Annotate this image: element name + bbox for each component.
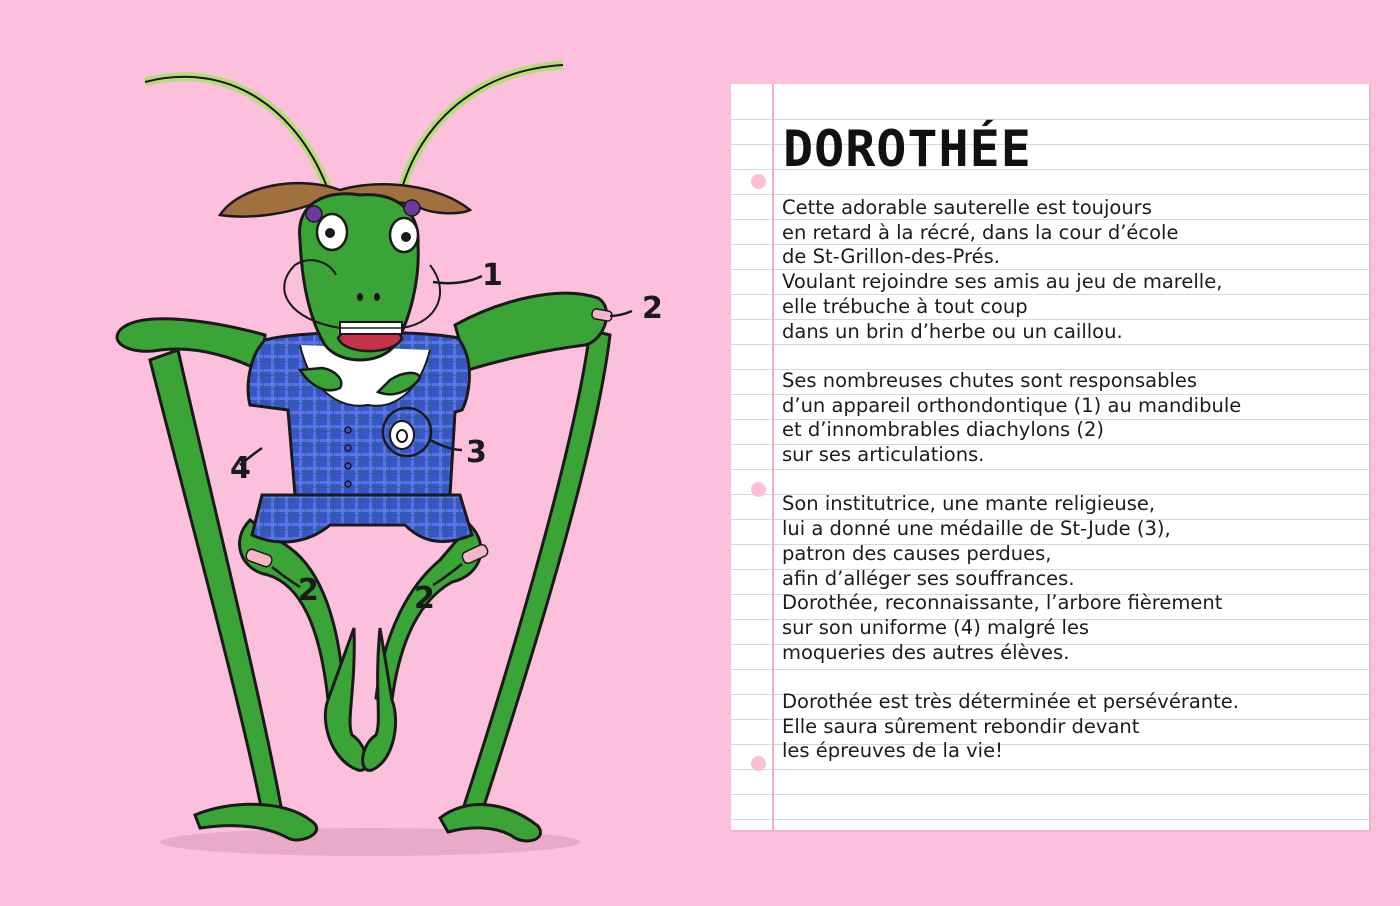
description-line: sur ses articulations.: [782, 443, 985, 467]
notebook-margin-line: [772, 84, 774, 830]
description-line: Voulant rejoindre ses amis au jeu de marelle,: [782, 270, 1223, 294]
character-name: DOROTHÉE: [783, 120, 1032, 178]
callout-number-1: 1: [482, 258, 503, 293]
description-line: patron des causes perdues,: [782, 541, 1052, 565]
description-line: Cette adorable sauterelle est toujours: [782, 196, 1152, 219]
description-line: afin d’alléger ses souffrances.: [782, 566, 1075, 590]
notebook-page: [731, 84, 1369, 830]
callout-number-3: 3: [466, 435, 487, 470]
description-line: Elle saura sûrement rebondir devant: [782, 714, 1140, 738]
punch-hole: [751, 174, 766, 189]
description-line: lui a donné une médaille de St-Jude (3),: [782, 517, 1171, 541]
callout-number-2-knee-right: 2: [414, 581, 435, 616]
character-description: [782, 196, 1367, 764]
description-line: moqueries des autres élèves.: [782, 640, 1070, 664]
description-line: les épreuves de la vie!: [782, 739, 1003, 763]
description-line: d’un appareil orthondontique (1) au mandibule: [782, 393, 1242, 417]
callout-number-2-knee-left: 2: [298, 573, 319, 608]
antennae: [145, 65, 563, 195]
description-line: Son institutrice, une mante religieuse,: [782, 492, 1156, 516]
description-line: en retard à la récré, dans la cour d’école: [782, 220, 1179, 244]
description-line: Dorothée, reconnaissante, l’arbore fièrement: [782, 591, 1223, 615]
front-legs: [240, 520, 482, 770]
punch-hole: [751, 482, 766, 497]
punch-hole: [751, 756, 766, 771]
description-line: dans un brin d’herbe ou un caillou.: [782, 319, 1123, 343]
description-line: Dorothée est très déterminée et persévérante.: [782, 690, 1240, 714]
description-line: de St-Grillon-des-Prés.: [782, 245, 1000, 269]
description-line: sur son uniforme (4) malgré les: [782, 615, 1090, 639]
callout-number-4: 4: [230, 451, 251, 486]
description-line: elle trébuche à tout coup: [782, 294, 1028, 318]
description-line: Ses nombreuses chutes sont responsables: [782, 368, 1198, 392]
shorts: [252, 495, 472, 542]
callout-number-2-elbow: 2: [642, 291, 663, 326]
description-line: et d’innombrables diachylons (2): [782, 418, 1105, 442]
